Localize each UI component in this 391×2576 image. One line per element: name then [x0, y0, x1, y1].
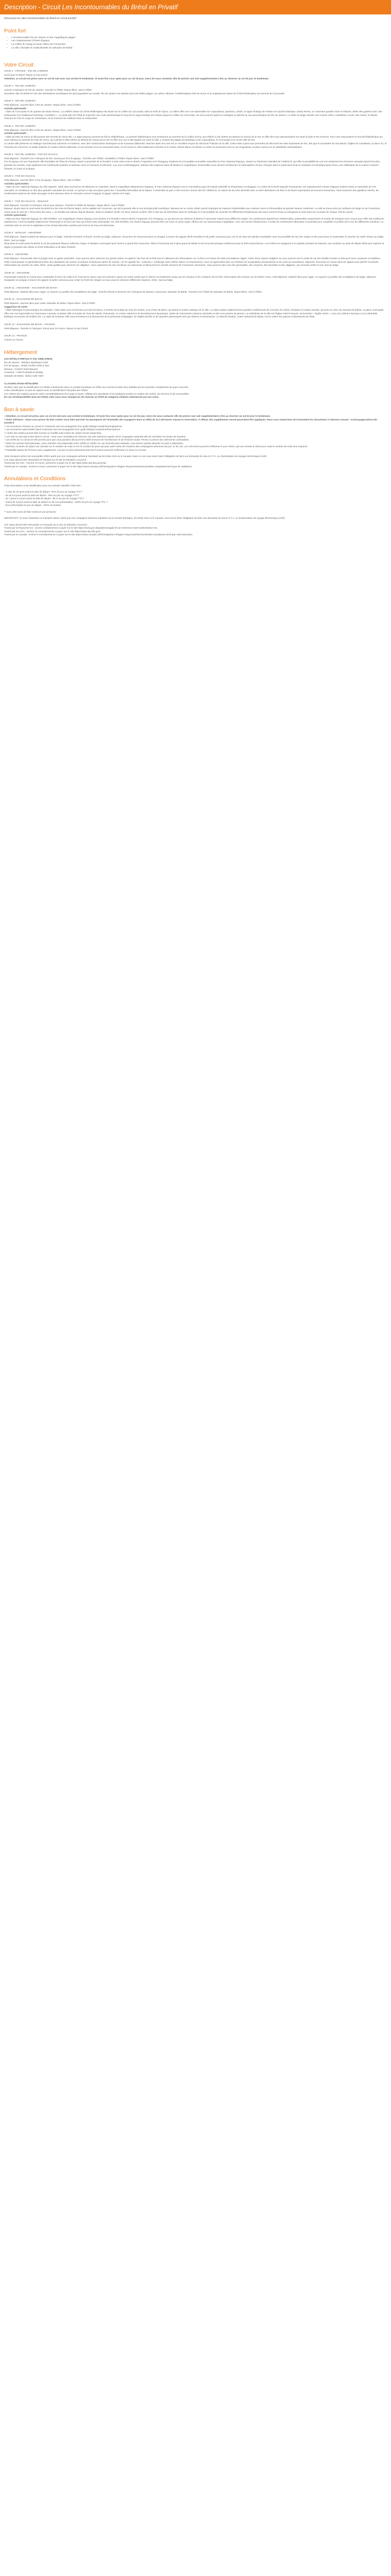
- point-fort-item: • La ville coloniale et multiculturelle de Salvador de Bahia: [11, 47, 387, 50]
- info-line: Frais d'annulation et de Modification pour tout dossier Identifié COM Flex :: [4, 484, 82, 487]
- activity-label: Activité optionnelle :: [4, 107, 28, 110]
- day-block: [4, 85, 387, 95]
- page-title: Description - Circuit Les Incontournables du Brésil en Privatif: [0, 0, 391, 14]
- day-block: [4, 324, 387, 330]
- hotel-list: [4, 361, 387, 378]
- day-block: [4, 200, 387, 228]
- info-line: * Selon les normes internationales, votre chambre sera disponible entre 12h00 et 14h00. En cas d'arrivée plus matinale, vous devrez parfois attendre sa mise à disposition.: [4, 442, 184, 445]
- day-block: [4, 272, 387, 282]
- classification-note: En cas d'indisponibilité dans les hôtels cités nous nous chargerons de réserver un hôtel de catégorie similaire sélectionné par nos soins.: [4, 396, 159, 399]
- day-block: [4, 154, 387, 171]
- day-title: JOUR 13 : SALVADOR DE BAHIA - FRANCE: [4, 323, 55, 326]
- info-line: IMPORTANT ! Si vous choisissez un transport aérien opéré par une compagnie aérienne transitant via la Grande Bretagne, les Etats Unis ou le Canada, vous serez dans l'obligation de faire une demande de visa E.S.T.A. ou d'autorisation de voyage électronique (AVE).: [4, 517, 286, 520]
- itinerary: [4, 70, 387, 342]
- day-title: JOUR 14 : FRANCE: [4, 335, 27, 338]
- day-block: [4, 253, 387, 267]
- day-block: [4, 335, 387, 342]
- hotel-item: Foz de Iguaçu : Nadai Confort Hotel & Spa: [4, 364, 50, 367]
- day-title: JOUR 8 : MANAUS - AMAZONIE: [4, 232, 42, 235]
- annulations-text: [4, 484, 387, 537]
- day-text: Petit-déjeuner. Promenade dans la jungle avec un guide spécialisé. Vous pourrez alors observer les grands arbres et explorer l'air frais de la forêt tout en obtenant des informations sur sa flore et la faune de cette merveilleuse région. Visite d'une maison indigène où vous pourrez voir le mode de vie des familles locales et découvrir leurs coutumes et traditions. Cette communauté s'a généralement dans des plantations de manioc et prépare la farineuse farine de manioc. On les appelle les « caboclos » (mélange entre indiens blancs et amazoniens). Vous en apprendrez plus sur l'histoire de la population amazonienne et du cycle du caoutchouc. Déjeuner. Excursion en canoë dans les Igapós pour pêcher le piranha. Observation du coucher du soleil. Dîner. Visite guidée pour observer les alligators. Vous explorerez les lacs du fleuve au crépuscule et découvrirez le monde nocturne de l'Amazonie, fascinants. Vous pourrez alors voir des grenouilles, des serpents, des fauvettes et des alligators, qui sont plus actifs la nuit. Nuit au lodge.: [4, 257, 381, 267]
- day-title: JOUR 4 : RIO DE JANEIRO: [4, 125, 36, 128]
- page: [0, 0, 391, 547]
- day-title: JOUR 5 : RIO DE JANEIRO - FOZ DO IGUACU: [4, 154, 58, 157]
- point-fort-item: • La colline du Gangi au beau milieu de l'Amazonie: [11, 43, 387, 47]
- info-line: * L'ordre des visites pourrait être inversé ou modifié mais toutes les visites seront respectées.: [4, 432, 102, 434]
- day-title: JOUR 6 : FOZ DO IGUACU: [4, 175, 36, 178]
- hotel-item: Salvador de Bahia : Bahia Café Hotel: [4, 374, 44, 377]
- classification-block: [4, 382, 387, 399]
- info-line: Transit par le Canada : environ 5 euros/personne à payer sur le site https://www.canada.ca/fr/immigration-refugies-citoyennete/services/visiter-canada/ave.html (par carte bancaire).: [4, 533, 193, 536]
- hotel-item: Rio de Janeiro : Windsor Martinique Hotel: [4, 361, 48, 364]
- day-block: [4, 175, 387, 196]
- day-text: Petit-déjeuner. Journée libre à Rio de Janeiro. Repas libres. Nuit à l'hôtel.: [4, 104, 82, 107]
- day-title: JOUR 1 : FRANCE - RIO DE JANEIRO: [4, 70, 48, 73]
- info-line: * Attention, la durée du séjour est calculée sur le nombre de nuits et non le nombre de jours qui peut varier selon les horaires des compagnies aériennes de jour ou de nuit. Les vols retour peuvent s'effectuer le jour même, par une arrivée le même jour mais le nombre de nuits sera respecté.: [4, 445, 308, 448]
- info-line: * Les vols ne sont pas inclus dans le circuit : nous vous conseillons de réserver vos vols intérieurs auprès d'une compagnie nationale afin de minimiser les temps de transfert.: [4, 435, 186, 438]
- bon-a-savoir-heading: Bon à savoir: [4, 406, 35, 413]
- day-text: Foz do Iguaçu est une importante ville frontalière de l'État de Parana, située à proximité de la frontière à trois voies entre le Brésil, l'Argentine et le Paraguay. Explorez les incroyables merveilles naturelles du Parc National d'Iguaçu, classé au Patrimoine Mondial de l'UNESCO, qui offre la possibilité de voir non seulement les énormes cascades (parmi les plus grandes du monde), mais également de nombreuses plantes et animaux rares et menacés d'extinction. Aux yeux ornithologiques, admirez des espèces utiles de faisans et magnifiques. Émerveillez-vous devant l'architecture et l'atmosphère du lieu. Plongez dans le patrimoine local en assistant à l'envoûtant Ipora Show, une célébration de la culture à travers l'histoire, le chant et la danse.: [4, 160, 380, 170]
- day-text: - Visite du Corcovado et du quartier de Santa Teresa : La célèbre statue du Christ Rédempteur est située sur la colline du Corcovado, dans la forêt de Tijuca. La colline offre une vue imprenable sur Copacabana, Ipanema, Leblon, le lagon Rodrigo de Freitas et le jardin botanique. Santa Teresa, un charmant quartier riche en histoire, abrite des galeries d'art, des restaurants et le traditionnel tramway « bondinho ». La visite part de l'hôtel et emprunte une route panoramique le long de la Lagoa Rodrigo de Freitas jusqu'à la colline du Corcovado, où vous pourrez gravir la montagne et admirer la vue panoramique sur Rio de Janeiro. La visite se dirige ensuite vers Cosme Velho, Castelinho, le parc des ruines, le Musée Chacara do Céu et Largo do Guimaraes, où se trouvent les meilleurs bars et restaurants.: [4, 110, 382, 120]
- activity-label: Suggestion de visite :: [4, 305, 29, 308]
- info-line: Ces visas doivent être demandés en français sur le site du Ministère concerné :: [4, 458, 88, 461]
- info-line: - de 30 à 8 jours avant la date de départ : 80% du prix du voyage TTC**: [4, 494, 79, 497]
- activity-label: Activité optionnelle :: [4, 132, 28, 135]
- day-text: Promenade matinale en canoë pour contempler le lever du soleil et le réveil de la nature avec les premiers rayons du soleil, tandis que le silence est lentement rompu par les oiseaux et les créatures de la forêt. Observation des oiseaux sur la Rivière Amou. Petit-déjeuner. Matinée libre pour nager, se reposer ou profiter des installations du lodge. Déjeuner. Navigation en pirogue à travers les Igapós et petits ruisseaux pour visiter la Forêt des Singes où vous pourrez observer différentes espèces. Dîner. Nuit au lodge.: [4, 275, 377, 282]
- day-title: JOUR 9 : AMAZONIE: [4, 253, 28, 257]
- info-line: Transit par le Canada : environ 5 euros / personne à payer sur le site https://www.canada.ca/fr/immigration-refugies-citoyennete/services/visiter-canada/eta.html (pas de validation): [4, 465, 192, 468]
- info-line: - de 7 jours à 3 jours avant la date de départ : 95 % du prix du voyage TTC**: [4, 497, 85, 500]
- day-text: Petit-déjeuner. Transfert vers l'aéroport de Rio. Envol pour Foz do Iguaçu. Transfert vers l'hôtel. Installation à l'hôtel. Repas libres. Nuit à l'hôtel.: [4, 157, 154, 160]
- day-title: JOUR 7 : FOZ DO IGUACU - MANAUS: [4, 200, 48, 203]
- activity-label: Activité optionnelle :: [4, 214, 28, 217]
- info-line: - moins de 3 jours avant la date de départ ou de non-présentation : 100% du prix du voyage TTC **: [4, 500, 108, 503]
- info-line: Transit par la Royaume-Uni : environ £16/personne à payer sur le site https://www.gov.uk/guidance/apply-for-an-electronic-travel-authorisation-eta: [4, 527, 157, 530]
- day-block: [4, 100, 387, 121]
- info-line: * Les excursions optionnelles (sauf Amazonie) sont accompagnées d'un guide bilingue lusophone/francophone: [4, 428, 121, 431]
- point-fort-item: • L'incontournable Rio de Janeiro et ses magnifiques plages: [11, 37, 387, 40]
- day-text: - Visite historique et panoramique de Salvador. Cette visite vous emmènera au Farol da Barra, à l'entrée de la Baie de Tous les Saints, et au Porto da Barra, qui abrite le musée nautique de la ville. La visite explore également les quartiers traditionnels de Corredor de Vitoria, Piedade et Campo Grande, qui sont au cœur du carnaval de Bahia. La place municipale offre une vue imprenable sur l'ascenseur Lacerda, la Basse Ville et la Baie de Tous les Saints. Pelourinho, un centre culturel et de divertissement dynamique, abrite de charmantes maisons coloniales et des rues pavées de pierres. La cathédrale de la ville est l'église Saint-François, surnommée « l'église dorée », avec son intérieur baroque et sa cathédrale basilique recouverte de feuilles d'or. La visite de la Basse-Ville vous emmènera à la découverte de la péninsule d'Itapagipe, de l'église Bonfim et de quartiers pittoresques tels que Ribeira et Monteserrat. Le Marché Modelo, centre artisanal de Bahia, est en valeur les aspects multiculturels de l'État.: [4, 309, 384, 318]
- classification-text-3: Les critères de notation peuvent varier considérablement d'un pays à l'autre, reflétant les standards et les pratiques locales en matière de confort, de services et de commodités.: [4, 392, 189, 395]
- info-line: * Les arrêts de ce circuit ont été pensés pour que vous puissiez découvrir les chefs-d'œuvre de l'architecture et de l'histoire locale. Pensez à prévoir des vêtements confortables.: [4, 438, 189, 442]
- day-block: [4, 287, 387, 294]
- classification-text-2: Cette classification n'a pas de rapport avec la classification française des hôtels.: [4, 389, 89, 392]
- day-text: Petit-déjeuner. Transfert à l'aéroport. Envol pour Manaus. Transfert à l'hôtel de Manaus. Repas libres. Nuit à l'hôtel.: [4, 204, 125, 207]
- day-block: [4, 70, 387, 80]
- day-block: [4, 298, 387, 319]
- day-title: JOUR 2 : RIO DE JANEIRO: [4, 85, 36, 88]
- classification-text: Veuillez noter que la classification en étoiles mentionnée dans ce produit touristique se réfère aux normes locales (NL) établies par les autorités compétentes du pays concerné.: [4, 385, 189, 388]
- day-title: JOUR 12 : SALVADOR DE BAHIA: [4, 298, 43, 301]
- point-fort-item: • Les majestueuses Chutes d'Iguaçu: [11, 40, 387, 43]
- hotel-item: Amazonie : Hotel Evolução Ecolodge: [4, 371, 43, 374]
- hotels-title: LES HÔTELS PRÉVUS 3* (OU SIMILAIRES): [4, 358, 53, 361]
- day-text: Petit-déjeuner. Transfert à l'aéroport. Envol pour la France. Repas et nuit à bord.: [4, 327, 89, 330]
- day-text: Manaus, située dans le nord-ouest du Brésil sur les rives du fleuve Negro, est la capitale de l'Amazonie, qui est la grande ville et son principal pôle touristique. Manaus est un centre urbain animé imprégné de maisons résidentielles aux couleurs vives et d'immeubles de grande hauteur modernes. La ville se trouve près du confluent du Négro et de l'Amazonie, connu sous le nom de « Rencontre des eaux », accessible par bateau depuis Manaus. Selon la tradition locale, les deux rivières coulent côté à côte sur six kilomètres sans se mélanger et il est possible de ressentir les différentes températures des deux sources d'eau en plongeant la main dans les courants de chaque côté du navire.: [4, 207, 381, 213]
- activity-label: Activités optionnelles :: [4, 182, 30, 185]
- annulations-heading: Annulations et Conditions: [4, 476, 66, 482]
- hotel-item: Manaus : Comfort hotel Manaus: [4, 367, 38, 370]
- points-fort-list: [4, 37, 387, 50]
- info-line: * Les excursions incluses au circuit en Amazonie sont accompagnées d'un guide bilingue lusophone/anglophone: [4, 425, 122, 428]
- classification-title: CLASSIFICATION HÔTELIÈRE: [4, 382, 38, 385]
- info-line: ** avec 250 euros de frais minimum par personne: [4, 510, 56, 513]
- day-block: [4, 125, 387, 149]
- day-text: Petit-déjeuner. Journée libre à Rio de Janeiro. Repas libres. Nuit à l'hôtel.: [4, 128, 82, 131]
- day-text: Deuxième ville du Brésil et l'une des destinations touristiques les plus populaires au monde, Rio de Janeiro est réputée pour ses belles plages, sa culture vibrante, l'emblématique Pain de Sucre et la majestueuse statue du Christ Rédempteur au sommet du Corcovado.: [4, 92, 285, 95]
- day-text: Petit-déjeuner. Journée libre à Foz do Iguaçu. Repas libres. Nuit à l'hôtel.: [4, 178, 81, 181]
- day-text: Arrivée à l'aéroport de Rio de Janeiro. Transfert à l'hôtel. Repas libres. Nuit à l'hôtel.: [4, 89, 92, 92]
- hebergement-heading: Hébergement: [4, 349, 37, 355]
- day-block: [4, 232, 387, 249]
- day-text: Petit-déjeuner. Matinée libre pour nager, se reposer ou profiter des installations du lodge. Transfert fluvial et terrestre vers l'aéroport de Manaus. Envol pour Salvador de Bahia. Transfert vers l'hôtel de Salvador de Bahia. Repas libres. Nuit à l'hôtel.: [4, 290, 263, 293]
- info-line: Transit par les USA : environ 21 euros/personne à payer sur le site https://esta.cbp.dhs.gov/: [4, 530, 101, 533]
- day-text: Attention, ce circuit est prévu avec un vol de nuit avec une arrivée le lendemain. Si toute fois vous optez pour un vol de jour, merci de nous contacter afin de prévoir une nuit supplémentaire à Rio au réserver un vol de jour le lendemain.: [4, 77, 269, 80]
- day-text: Envol pour le Brésil. Repas et nuit à bord.: [4, 74, 48, 77]
- day-text: - Visite du Parc National d'Iguaçu du côté brésilien. Les magnifiques chutes d'Iguaçu sont situées à la frontière entre le Brésil, l'Argentine et le Paraguay, ce qui permet aux visiteurs d'admirer le spectacle naturel sous différents angles. De nombreuses plateformes d'observation, passerelles suspendues et modes de transport sont conçus pour offrir des meilleures expériences. Il est incroyable d'apercevoir l'immensité et la force de l'eau qui tombe sans interruption. Du côté brésilien, les chutes d'Iguaçu peuvent être vue sous un autre angle, offrant une vue panoramique magnifique. Avec une bonne infrastructure, il existe de nombreuses attractions à proximité pour compléter et profiter de la vue de différentes manières. La contrairé entre le vert de la végétation et les chutes blanches causées par la force de l'eau est étonnante.: [4, 217, 384, 227]
- bon-a-savoir-text: [4, 415, 387, 468]
- day-text: - Visite du Parc National d'Iguaçu du côté argentin. Situé dans la province de Misiones en Argentine, dans le magnifique département d'Iguazu, le Parc National d'Iguazu est un merveilleux pays de beauté naturelle et d'importance écologique. Au centre de la forêt tropicale Paranaense, les majestueuses Chutes d'Iguazú tombent dans un spectacle de 275 cascades, et constituent un des plus grandes cascades du monde, ce qui leur a valu une place parmi les 7 Nouvelles Merveilles de la Nature. L'ensemble du parc a été reconnu comme site de l'UNESCO, en raison de sa riche diversité avec un tiers abondance de flore et de faune importantes (et souvent menacées). Vous traversez des papillons colorés, de nombreuses espèces de chats sauvages et des animaux rares et menacés comme le jaguar, le jaguar caiman et le tapir.: [4, 185, 379, 195]
- day-text: Petit-déjeuner. Départ matinal de Manaus pour le lodge. Transfert terrestre et fluvial. Arrivée au lodge. Déjeuner. Excursion de reconnaissance en pirogue à travers les Igapós (forêt inondée) et de petits ruisseaux pour voir la vie dans les plantes inondables avec la possibilité de voir des singes et des paresseux et contempler le coucher du soleil. Retour au lodge. Dîner. Nuit au lodge.: [4, 235, 384, 242]
- info-line: * Visits intérieurs : Nous vous prions de bien vouloir nous faire parvenir les passeports de l'ensemble des voyageurs dans un délai de 24 à 48 heures suivant la réservation. À défaut, des suppléments seront pourraient être appliqués. Nous vous remercions de transmettre les documents à l'adresse suivant : suivivoyageur@bon-de-monde.fr: [4, 418, 378, 425]
- info-line: Ces visas doivent être demandés en Français sur le site du Ministère concerné :: [4, 523, 89, 526]
- day-text: Le centre-ville présente un mélange d'architecture ancienne et moderne, avec des constructions historiques et de nouveaux bâtiments. Marcher dans ses rues est un excellent moyen de découvrir l'histoire de la ville. Cette visite à pied vous permettra de découvrir les sites importants de Rio, tels que le monastère de Sao Bento, l'église de Candelaria, la place XV, le Travessa do Comercio, le palais impérial, le musée Histora Nationale, la rue Ouvidor et la rue Gonçalves Dias, où se trouve le café traditionnel Colombo et le centre culturel Banco do Brasil. La visite se poursuivra vers la rue Uruguaiana, la place Carioca et la cathédrale métropolitaine.: [4, 142, 387, 148]
- info-line: - Non présentation le jour du départ : 100% du dossier.: [4, 504, 62, 507]
- info-line: - Attention, ce circuit est prévu avec un vol de nuit avec une arrivée le lendemain. Si toute fois vous optez pour un vol de jour, merci de nous contacter afin de prévoir une nuit supplémentaire à Rio au réserver un vol de jour le lendemain.: [4, 415, 271, 418]
- day-title: JOUR 11 : AMAZONIE - SALVADOR DE BAHIA: [4, 286, 58, 290]
- info-line: - À plus de 30 jours avant la date de départ : 60% du prix du voyage TTC**: [4, 490, 83, 494]
- info-line: * Possibilité depuis de Province avec supplément. Les prix et post acheminements de Province pourront s'effectuer en avion ou en train.: [4, 448, 147, 451]
- intro-text: Découvrez les sites incontournables du Brésil en circuit privatif !: [4, 17, 77, 20]
- hotels-block: [4, 358, 387, 378]
- points-fort-heading: Point fort: [4, 28, 26, 35]
- day-text: Petit-déjeuner. Journée libre pour visiter Salvador de Bahia. Repas libres. Nuit à l'hôtel.: [4, 302, 96, 305]
- day-title: JOUR 10 : AMAZONIE: [4, 272, 30, 275]
- day-text: Situé dans le nord-ouest du Brésil, le où les puissants fleuves Solimoes, Negro et Madeira convergent pour former le grand Rio Amazonas, l'État d'Amazonas est le plus grand du Brésil et est recouvert presque entièrement par la forêt amazonienne. Les rivières se rejoignent à la capitale portuaire de Manaus, qui constitue un point de départ idéal pour explorer la région et propose des visites en forêt imfluviales et de sites d'intérêt.: [4, 242, 384, 248]
- info-line: Transit par les USA : environ 13 euros / personne à payer sur le site https://esta.cbp.dhs.gov/esta: [4, 462, 106, 465]
- day-title: JOUR 3 : RIO DE JANEIRO: [4, 100, 36, 103]
- votre-circuit-heading: Votre Circuit: [4, 61, 34, 68]
- day-text: - Visite du Pain de Sucre et découverte des secrets du Vieux Rio. Le trajet jusqu'au sommet se fait en téléphérique. Le premier téléphérique vous emmènera au sommet de la colline d'Urca, qui s'élève à 215 mètres au-dessus du niveau de la mer et offre des vues spectaculaires sur toute la baie et les environs. Puis vous emprunterez le second téléphérique qui vous mènera au sommet du Pain de Sucre, qui culmine à 395 mètres au-dessus du niveau de la mer et offre une vue à 360 degrés sur toute la ville, y compris les plages de Botafogo et de Copacabana, le Corcovado et le centre-ville de Rio.: [4, 135, 383, 142]
- info-line: Votre transport aérien est susceptible d'être opéré par une compagnie aérienne transitant via les Etats Unis ou le Canada. Dans ce cas vous serez dans l'obligation de faire une demande de visa E.S.T.A. ou d'autorisation de voyage électronique (AVE).: [4, 455, 267, 458]
- day-text: Arrivée en France.: [4, 338, 24, 342]
